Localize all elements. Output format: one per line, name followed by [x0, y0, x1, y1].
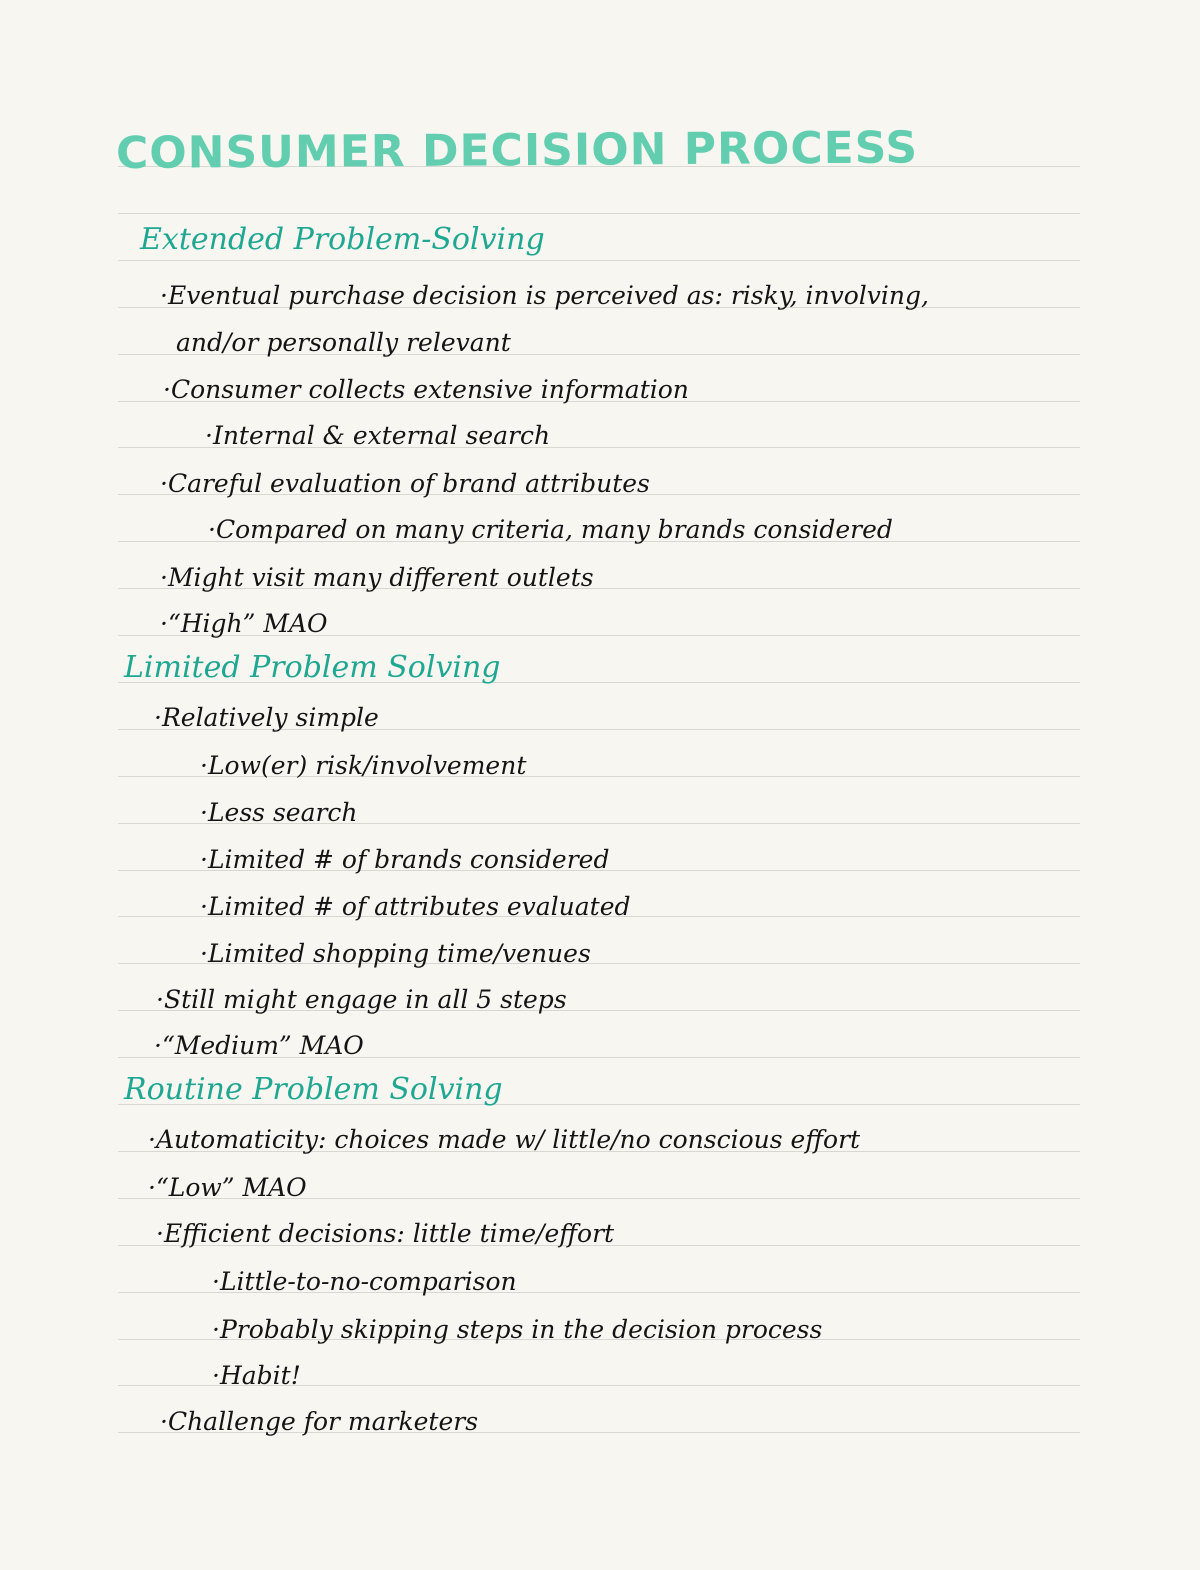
note-line: ·Limited shopping time/venues	[200, 939, 591, 968]
note-line: ·Eventual purchase decision is perceived as: risky, involving,	[160, 281, 929, 310]
note-line: ·Little-to-no-comparison	[212, 1267, 517, 1296]
section-heading-extended: Extended Problem-Solving	[140, 222, 545, 257]
note-line: ·Compared on many criteria, many brands considered	[208, 515, 893, 544]
note-line: ·“Low” MAO	[148, 1173, 307, 1202]
page-title: CONSUMER DECISION PROCESS	[115, 122, 919, 179]
ruled-line	[118, 213, 1080, 214]
section-heading-limited: Limited Problem Solving	[124, 650, 501, 685]
note-line: ·Limited # of brands considered	[200, 845, 610, 874]
note-line: ·Habit!	[212, 1361, 301, 1390]
note-line: and/or personally relevant	[176, 328, 511, 357]
note-line: ·Low(er) risk/involvement	[200, 751, 527, 780]
note-line: ·Challenge for marketers	[160, 1407, 479, 1436]
note-line: ·Less search	[200, 798, 358, 827]
note-line: ·Limited # of attributes evaluated	[200, 892, 631, 921]
note-line: ·Internal & external search	[205, 421, 551, 450]
ruled-line	[118, 260, 1080, 261]
note-line: ·Efficient decisions: little time/effort	[156, 1219, 615, 1248]
note-line: ·Might visit many different outlets	[160, 563, 594, 592]
note-line: ·Still might engage in all 5 steps	[156, 985, 567, 1014]
note-line: ·Probably skipping steps in the decision process	[212, 1315, 823, 1344]
section-heading-routine: Routine Problem Solving	[124, 1072, 503, 1107]
note-line: ·Careful evaluation of brand attributes	[160, 469, 650, 498]
note-line: ·Relatively simple	[154, 703, 379, 732]
note-line: ·Consumer collects extensive information	[163, 375, 689, 404]
note-line: ·“Medium” MAO	[154, 1031, 364, 1060]
note-line: ·“High” MAO	[160, 609, 328, 638]
note-line: ·Automaticity: choices made w/ little/no conscious effort	[148, 1125, 861, 1154]
